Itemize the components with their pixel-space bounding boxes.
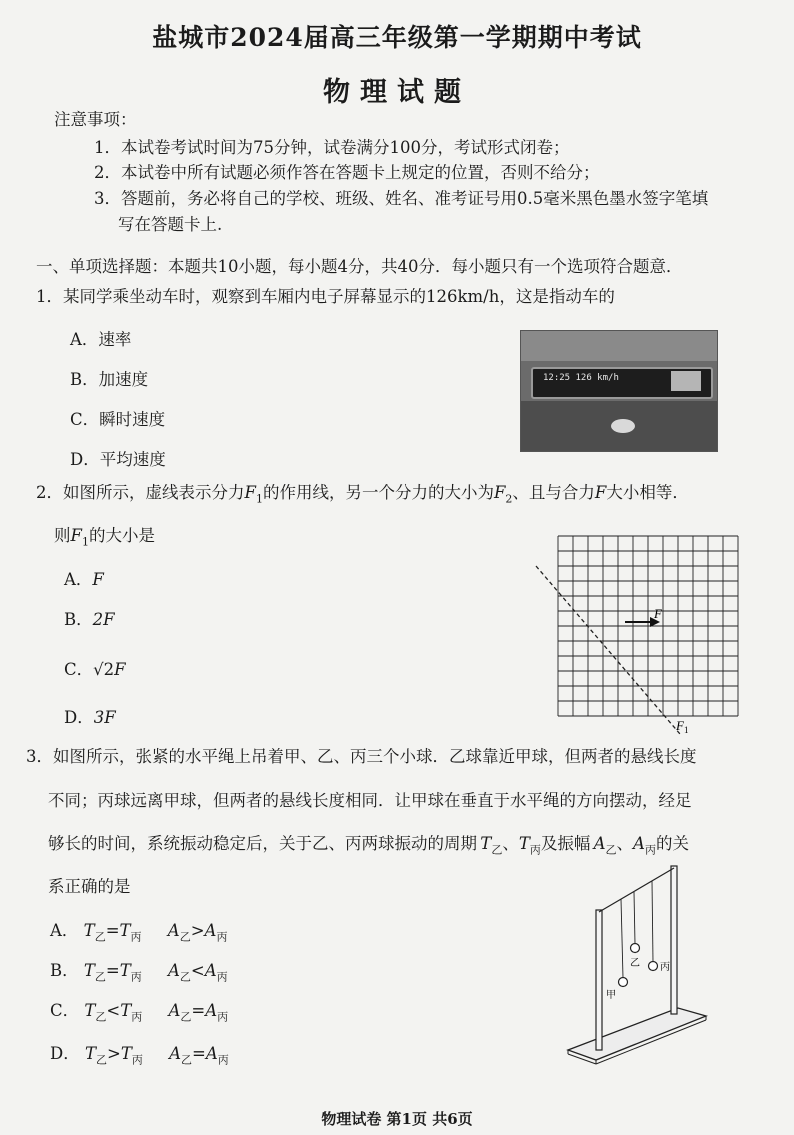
q2-option-b: B．2F bbox=[64, 610, 115, 629]
q1-option-c: C．瞬时速度 bbox=[70, 410, 166, 429]
q1-option-a: A．速率 bbox=[70, 330, 132, 349]
q1-stem: 1．某同学乘坐动车时，观察到车厢内电子屏幕显示的126km/h，这是指动车的 bbox=[36, 287, 615, 306]
q3-stem-line4: 系正确的是 bbox=[48, 877, 131, 896]
q2-option-c: C．√2F bbox=[64, 660, 126, 679]
ball-jia bbox=[619, 978, 628, 987]
q2-stem-line1: 2．如图所示，虚线表示分力$F_1$的作用线，另一个分力的大小为$F_2$、且与合力F大小相等． bbox=[36, 483, 689, 506]
exam-subject-title: 物理试题 bbox=[323, 77, 471, 108]
q3-option-c: C． $T_乙<T_丙$ $A_乙=A_丙$ bbox=[50, 1001, 229, 1024]
q3-option-d: D． $T_乙>T_丙$ $A_乙=A_丙$ bbox=[50, 1044, 229, 1067]
q1-option-d: D．平均速度 bbox=[70, 450, 166, 469]
ball-bing bbox=[649, 962, 658, 971]
q2-option-a: A．F bbox=[64, 570, 104, 589]
ball-yi bbox=[631, 944, 640, 953]
label-bing: 丙 bbox=[660, 962, 670, 973]
fig-f-label: F bbox=[654, 606, 662, 621]
notice-item-3: 3．答题前，务必将自己的学校、班级、姓名、准考证号用0.5毫米黑色墨水签字笔填 bbox=[94, 189, 709, 208]
pendulum-post-left bbox=[596, 910, 602, 1050]
notice-heading: 注意事项： bbox=[54, 110, 137, 129]
exam-title: 盐城市2024届高三年级第一学期期中考试 bbox=[152, 23, 642, 52]
train-display-text: 12:25 126 km/h bbox=[543, 373, 619, 383]
fig-f1-label: $F_1$ bbox=[676, 718, 689, 735]
train-display-photo bbox=[520, 330, 718, 452]
q1-option-b: B．加速度 bbox=[70, 370, 149, 389]
pendulum-base bbox=[568, 1008, 706, 1060]
q2-stem-line2: 则$F_1$的大小是 bbox=[54, 526, 155, 549]
page-footer: 物理试卷 第1页 共6页 bbox=[321, 1110, 473, 1128]
notice-item-2: 2．本试卷中所有试题必须作答在答题卡上规定的位置，否则不给分； bbox=[94, 163, 600, 182]
q3-stem-line1: 3．如图所示，张紧的水平绳上吊着甲、乙、丙三个小球．乙球靠近甲球，但两者的悬线长度 bbox=[26, 747, 697, 766]
q3-option-b: B． $T_乙=T_丙$ $A_乙<A_丙$ bbox=[50, 961, 228, 984]
pendulum-post-right bbox=[671, 866, 677, 1014]
q2-option-d: D．3F bbox=[64, 708, 116, 727]
notice-item-1: 1．本试卷考试时间为75分钟，试卷满分100分，考试形式闭卷； bbox=[94, 138, 570, 157]
notice-item-3-cont: 写在答题卡上. bbox=[118, 215, 223, 234]
label-jia: 甲 bbox=[606, 990, 616, 1001]
pendulum-figure bbox=[566, 860, 716, 1070]
label-yi: 乙 bbox=[630, 958, 640, 969]
force-grid-figure bbox=[558, 536, 738, 735]
q3-stem-line2: 不同；丙球远离甲球，但两者的悬线长度相同．让甲球在垂直于水平绳的方向摆动，经足 bbox=[48, 791, 692, 810]
q3-option-a: A． $T_乙=T_丙$ $A_乙>A_丙$ bbox=[50, 921, 228, 944]
q3-stem-line3: 够长的时间，系统振动稳定后，关于乙、丙两球振动的周期 $T_乙$、$T_丙$及振幅 $A_乙$、$A_丙$的关 bbox=[48, 834, 689, 857]
section-heading: 一、单项选择题：本题共10小题，每小题4分，共40分．每小题只有一个选项符合题意． bbox=[36, 257, 683, 276]
horizontal-rope bbox=[599, 868, 674, 912]
